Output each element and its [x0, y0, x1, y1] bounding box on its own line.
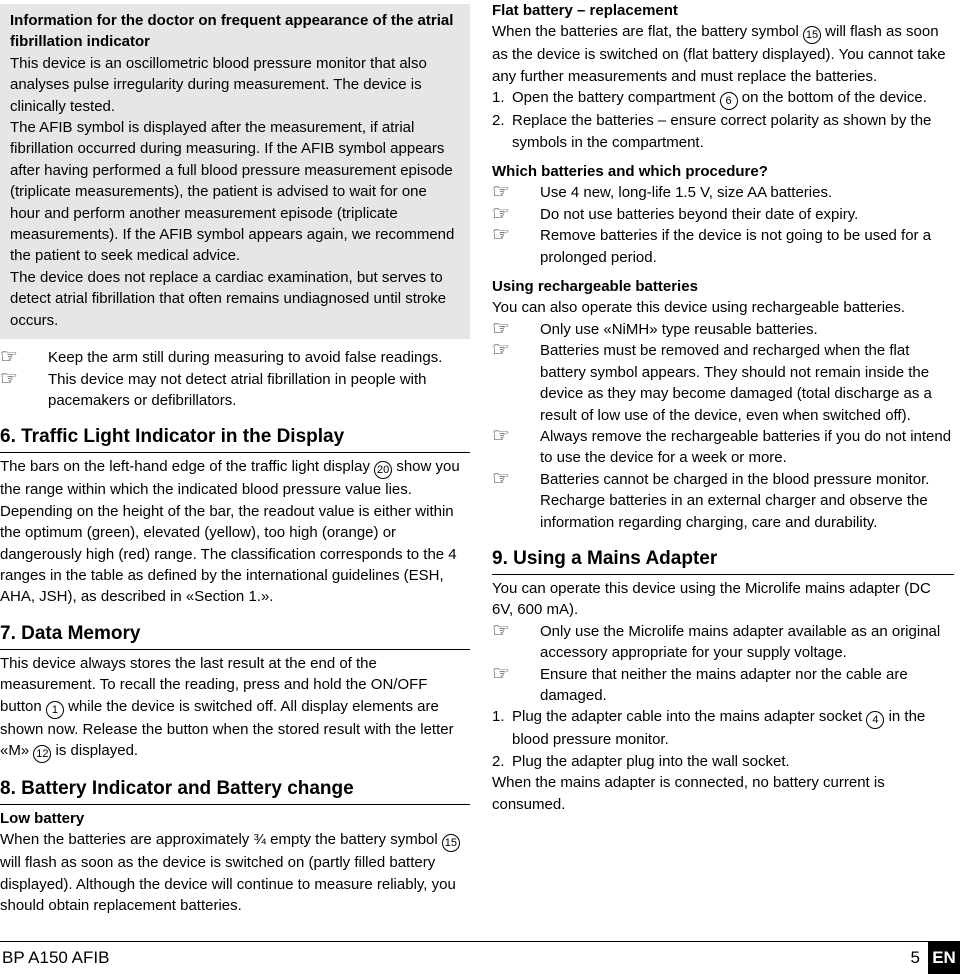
section-7: [0, 622, 470, 763]
pointing-hand-icon: ☞: [492, 339, 510, 362]
info-box-title: Information for the doctor on frequent appearance of the atrial fibrillation indicator: [10, 12, 454, 51]
numbered-step: 2. Replace the batteries – ensure correct polarity as shown by the symbols in the compartment.: [492, 112, 932, 151]
pointing-hand-icon: ☞: [492, 662, 510, 685]
section-heading: 9. Using a Mains Adapter: [492, 547, 954, 575]
numbered-step: 1. Open the battery compartment 6 on the bottom of the device.: [492, 87, 954, 110]
section-heading: 6. Traffic Light Indicator in the Display: [0, 425, 470, 453]
pointing-hand-icon: ☞: [0, 346, 18, 369]
page-footer: [0, 941, 960, 974]
list-item: ☞ Ensure that neither the mains adapter nor the cable are damaged.: [492, 664, 954, 707]
list-item: ☞ Only use «NiMH» type reusable batteries.: [492, 317, 818, 340]
info-box-paragraph: The AFIB symbol is displayed after the measurement, if atrial fibrillation occurred during measuring. If the AFIB symbol appears after having performed a full blood pressure measurement episode (triplicate measurements), the patient is advised to wait for one hour and perform another measurement episode (triplicate measurements). If the AFIB symbol appears again, we recommend the patient to seek medical advice.: [10, 119, 455, 265]
pointing-hand-icon: ☞: [0, 367, 18, 390]
section-6: [0, 425, 470, 607]
pointing-hand-icon: ☞: [492, 224, 510, 247]
section-paragraph: You can operate this device using the Microlife mains adapter (DC 6V, 600 mA).: [492, 579, 931, 619]
subheading: Low battery: [0, 809, 85, 827]
reference-number: 20: [374, 461, 392, 479]
reference-number: 15: [803, 26, 821, 44]
section-paragraph: The bars on the left-hand edge of the traffic light display 20 show you the range within which the indicated blood pressure value lies. Depending on the height of the bar, the readout value is either within the optimum (green), elevated (yellow), too high (orange) or dangerously high (red) range. The classification corresponds to the 4 ranges in the table as defined by the international guidelines (ESH, AHA, JSH), as described in «Section 1.».: [0, 458, 460, 606]
page-number: 5: [910, 948, 920, 967]
subheading: Which batteries and which procedure?: [492, 163, 768, 181]
list-item: ☞ Batteries cannot be charged in the blood pressure monitor. Recharge batteries in an external charger and observe the information regarding charging, care and durability.: [492, 469, 954, 533]
subheading: Flat battery – replacement: [492, 2, 678, 19]
reference-number: 4: [866, 711, 884, 729]
section-9: [492, 547, 954, 815]
list-item: ☞ Remove batteries if the device is not going to be used for a prolonged period.: [492, 225, 954, 268]
pointing-hand-icon: ☞: [492, 202, 510, 225]
language-badge: EN: [928, 942, 960, 974]
info-box-paragraph: This device is an oscillometric blood pressure monitor that also analyses pulse irregularity during measurement. The device is clinically tested.: [10, 54, 427, 115]
reference-number: 12: [33, 745, 51, 763]
right-column: [492, 0, 954, 815]
reference-number: 15: [442, 834, 460, 852]
info-box-paragraph: The device does not replace a cardiac examination, but serves to detect atrial fibrillation that often remains undiagnosed until stroke occurs.: [10, 268, 447, 329]
list-item: ☞ Always remove the rechargeable batteries if you do not intend to use the device for a week or more.: [492, 426, 954, 469]
reference-number: 1: [46, 701, 64, 719]
reference-number: 6: [720, 92, 738, 110]
section-paragraph: This device always stores the last result at the end of the measurement. To recall the reading, press and hold the ON/OFF button 1 while the device is switched off. All display elements are shown now. Release the button when the stored result with the letter «M» 12 is displayed.: [0, 653, 470, 763]
section-paragraph: You can also operate this device using rechargeable batteries.: [492, 299, 906, 317]
pointing-hand-icon: ☞: [492, 181, 510, 204]
left-bullets: [0, 347, 470, 411]
section-paragraph: When the batteries are approximately ¾ empty the battery symbol 15 will flash as soon as the device is switched on (partly filled battery displayed). Although the device will continue to measure reliably, you should obtain replacement batteries.: [0, 829, 470, 916]
numbered-step: 2. Plug the adapter plug into the wall socket.: [492, 752, 790, 770]
subheading: Using rechargeable batteries: [492, 278, 698, 296]
list-item: ☞ Do not use batteries beyond their date of expiry.: [492, 202, 859, 225]
pointing-hand-icon: ☞: [492, 619, 510, 642]
section-paragraph: When the batteries are flat, the battery symbol 15 will flash as soon as the device is switched on (flat battery displayed). You cannot take any further measurements and must replace the batteries.: [492, 23, 946, 85]
list-item: ☞ Use 4 new, long-life 1.5 V, size AA batteries.: [492, 181, 833, 204]
list-item: ☞ This device may not detect atrial fibrillation in people with pacemakers or defibrillators.: [0, 369, 470, 412]
list-item: ☞ Batteries must be removed and recharged when the flat battery symbol appears. They should not remain inside the device as they may become damaged (total discharge as a result of low use of the device, even when switched off).: [492, 340, 954, 426]
model-name: BP A150 AFIB: [2, 948, 110, 967]
section-paragraph: When the mains adapter is connected, no battery current is consumed.: [492, 774, 885, 813]
afib-info-box: [0, 4, 470, 339]
list-item: ☞ Keep the arm still during measuring to avoid false readings.: [0, 346, 443, 369]
left-column: [0, 0, 470, 917]
section-8: [0, 777, 470, 917]
list-item: ☞ Only use the Microlife mains adapter available as an original accessory appropriate for your supply voltage.: [492, 621, 954, 664]
section-heading: 7. Data Memory: [0, 622, 470, 650]
pointing-hand-icon: ☞: [492, 424, 510, 447]
section-heading: 8. Battery Indicator and Battery change: [0, 777, 470, 805]
pointing-hand-icon: ☞: [492, 467, 510, 490]
numbered-step: 1. Plug the adapter cable into the mains adapter socket 4 in the blood pressure monitor.: [492, 708, 926, 749]
pointing-hand-icon: ☞: [492, 317, 510, 340]
